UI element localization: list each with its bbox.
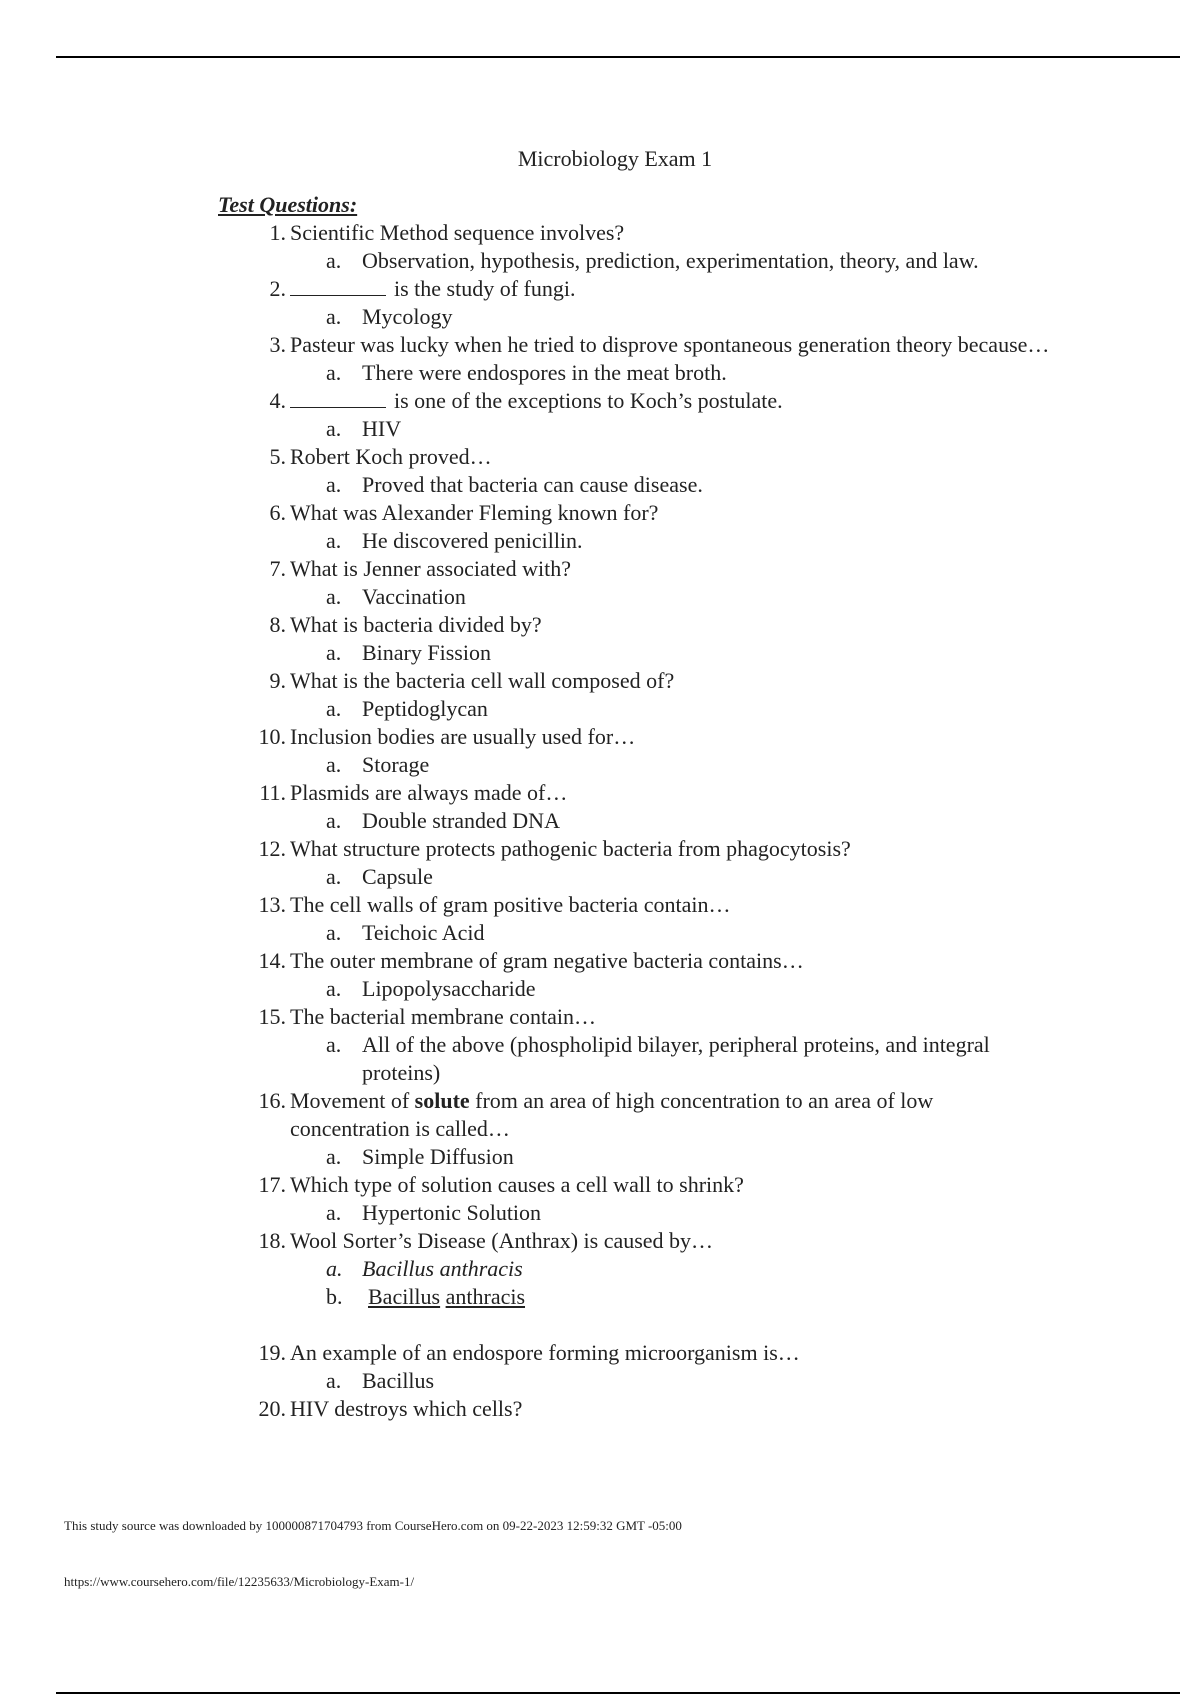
question bbox=[258, 723, 1050, 751]
spacer bbox=[0, 1311, 1200, 1339]
question bbox=[258, 1227, 1050, 1255]
question-text: The cell walls of gram positive bacteria contain… bbox=[290, 892, 731, 917]
answer-label: a. bbox=[326, 808, 342, 833]
question-text: Wool Sorter’s Disease (Anthrax) is caused by… bbox=[290, 1228, 714, 1253]
question-text: What is the bacteria cell wall composed of? bbox=[290, 668, 675, 693]
answer-label: a. bbox=[326, 472, 342, 497]
answer-label: a. bbox=[326, 304, 342, 329]
question-text: What structure protects pathogenic bacteria from phagocytosis? bbox=[290, 836, 851, 861]
answer-text: Bacillus bbox=[362, 1368, 435, 1393]
question-number: 11. bbox=[259, 780, 286, 805]
question-number: 12. bbox=[258, 836, 286, 861]
answer-text: Proved that bacteria can cause disease. bbox=[362, 472, 703, 497]
question bbox=[258, 891, 1050, 919]
answer-text: Capsule bbox=[362, 864, 433, 889]
answer-text: Simple Diffusion bbox=[362, 1144, 514, 1169]
answer-label: a. bbox=[326, 584, 342, 609]
question bbox=[258, 1003, 1050, 1031]
answer bbox=[326, 527, 1062, 555]
question-text: The outer membrane of gram negative bacteria contains… bbox=[290, 948, 804, 973]
question-text: Which type of solution causes a cell wall to shrink? bbox=[290, 1172, 744, 1197]
answer-text-part: anthracis bbox=[445, 1284, 526, 1309]
answer-text: Double stranded DNA bbox=[362, 808, 560, 833]
answer bbox=[326, 1255, 1062, 1283]
question bbox=[269, 499, 1050, 527]
answer bbox=[326, 751, 1062, 779]
document-title: Microbiology Exam 1 bbox=[517, 146, 713, 171]
answer-text: Bacillus anthracis bbox=[362, 1256, 523, 1281]
question-number: 2. bbox=[269, 276, 286, 301]
answer bbox=[326, 303, 1062, 331]
answer bbox=[326, 975, 1062, 1003]
question-text-bold: solute bbox=[414, 1088, 470, 1113]
download-source-note: This study source was downloaded by 100000871704793 from CourseHero.com on 09-22-2023 12:59:32 GMT -05:00 bbox=[64, 1518, 682, 1533]
answer-text: HIV bbox=[362, 416, 402, 441]
answer bbox=[326, 1283, 1062, 1311]
question bbox=[269, 219, 1050, 247]
question bbox=[258, 1171, 1050, 1199]
question-number: 8. bbox=[269, 612, 286, 637]
answer bbox=[326, 1199, 1062, 1227]
answer-label: a. bbox=[326, 1144, 342, 1169]
question-text: Scientific Method sequence involves? bbox=[290, 220, 625, 245]
question bbox=[258, 947, 1050, 975]
question-number: 18. bbox=[258, 1228, 286, 1253]
answer bbox=[326, 583, 1062, 611]
question-number: 14. bbox=[258, 948, 286, 973]
answer-text: Storage bbox=[362, 752, 430, 777]
answer-text: Hypertonic Solution bbox=[362, 1200, 542, 1225]
fill-in-blank bbox=[290, 275, 386, 296]
answer-label: a. bbox=[326, 360, 342, 385]
answer-text: All of the above (phospholipid bilayer, peripheral proteins, and integral proteins) bbox=[362, 1032, 990, 1085]
question-number: 17. bbox=[258, 1172, 286, 1197]
question-text: is the study of fungi. bbox=[394, 276, 576, 301]
answer bbox=[326, 863, 1062, 891]
question-text: Plasmids are always made of… bbox=[290, 780, 568, 805]
question bbox=[269, 331, 1050, 359]
question-number: 4. bbox=[269, 388, 286, 413]
answer-label: a. bbox=[326, 920, 342, 945]
answer-label: a. bbox=[326, 752, 342, 777]
question bbox=[269, 275, 1050, 303]
question-text: HIV destroys which cells? bbox=[290, 1396, 523, 1421]
question bbox=[269, 611, 1050, 639]
answer-label: a. bbox=[326, 640, 342, 665]
answer-text: Binary Fission bbox=[362, 640, 491, 665]
answer bbox=[326, 1031, 1062, 1087]
answer-text: Mycology bbox=[362, 304, 453, 329]
question-text: What is bacteria divided by? bbox=[290, 612, 542, 637]
question-text: What is Jenner associated with? bbox=[290, 556, 572, 581]
answer-label: a. bbox=[326, 696, 342, 721]
question bbox=[259, 779, 1050, 807]
question-number: 3. bbox=[269, 332, 286, 357]
question-list bbox=[0, 219, 1200, 1423]
top-rule bbox=[56, 56, 1180, 58]
answer-text-part: Bacillus bbox=[368, 1284, 441, 1309]
answer bbox=[326, 247, 1062, 275]
answer-label: a. bbox=[326, 864, 342, 889]
section-heading: Test Questions: bbox=[218, 192, 358, 217]
question bbox=[269, 443, 1050, 471]
answer-text: Observation, hypothesis, prediction, experimentation, theory, and law. bbox=[362, 248, 979, 273]
question-number: 7. bbox=[269, 556, 286, 581]
answer-label: a. bbox=[326, 1368, 342, 1393]
question-number: 6. bbox=[269, 500, 286, 525]
answer-label: a. bbox=[326, 248, 342, 273]
answer-label: a. bbox=[326, 1032, 342, 1057]
question-number: 20. bbox=[258, 1396, 286, 1421]
answer-label: a. bbox=[326, 528, 342, 553]
question-number: 5. bbox=[269, 444, 286, 469]
question bbox=[269, 387, 1050, 415]
fill-in-blank bbox=[290, 387, 386, 408]
question-number: 15. bbox=[258, 1004, 286, 1029]
question bbox=[269, 555, 1050, 583]
question-number: 13. bbox=[258, 892, 286, 917]
question-number: 9. bbox=[269, 668, 286, 693]
question-text: An example of an endospore forming microorganism is… bbox=[290, 1340, 800, 1365]
answer-text: Vaccination bbox=[362, 584, 466, 609]
answer bbox=[326, 919, 1062, 947]
answer bbox=[326, 639, 1062, 667]
question bbox=[258, 1087, 1050, 1143]
answer bbox=[326, 359, 1062, 387]
question bbox=[258, 835, 1050, 863]
answer-label: b. bbox=[326, 1284, 343, 1309]
answer-text: Peptidoglycan bbox=[362, 696, 488, 721]
question bbox=[258, 1395, 1050, 1423]
question-number: 19. bbox=[258, 1340, 286, 1365]
question-text: Pasteur was lucky when he tried to disprove spontaneous generation theory because… bbox=[290, 332, 1050, 357]
answer-label: a. bbox=[326, 976, 342, 1001]
answer bbox=[326, 807, 1062, 835]
answer-text: He discovered penicillin. bbox=[362, 528, 583, 553]
answer-text: There were endospores in the meat broth. bbox=[362, 360, 727, 385]
answer-label: a. bbox=[326, 416, 342, 441]
question bbox=[269, 667, 1050, 695]
question-text: Inclusion bodies are usually used for… bbox=[290, 724, 636, 749]
answer-label: a. bbox=[326, 1200, 342, 1225]
answer bbox=[326, 695, 1062, 723]
question bbox=[258, 1339, 1050, 1367]
answer bbox=[326, 1143, 1062, 1171]
question-text: The bacterial membrane contain… bbox=[290, 1004, 597, 1029]
answer bbox=[326, 1367, 1062, 1395]
question-number: 16. bbox=[258, 1088, 286, 1113]
question-number: 10. bbox=[258, 724, 286, 749]
question-text-before: Movement of bbox=[290, 1088, 415, 1113]
question-text-after: from an area of high concentration to an area of low concentration is called… bbox=[290, 1088, 934, 1141]
answer-text: Teichoic Acid bbox=[362, 920, 485, 945]
bottom-rule bbox=[56, 1692, 1180, 1694]
answer-label: a. bbox=[326, 1256, 343, 1281]
answer-text: Lipopolysaccharide bbox=[362, 976, 536, 1001]
answer bbox=[326, 415, 1062, 443]
question-text: is one of the exceptions to Koch’s postulate. bbox=[394, 388, 783, 413]
source-url[interactable]: https://www.coursehero.com/file/12235633/Microbiology-Exam-1/ bbox=[64, 1574, 415, 1589]
answer bbox=[326, 471, 1062, 499]
question-number: 1. bbox=[269, 220, 286, 245]
question-text: Robert Koch proved… bbox=[290, 444, 492, 469]
question-text: What was Alexander Fleming known for? bbox=[290, 500, 659, 525]
